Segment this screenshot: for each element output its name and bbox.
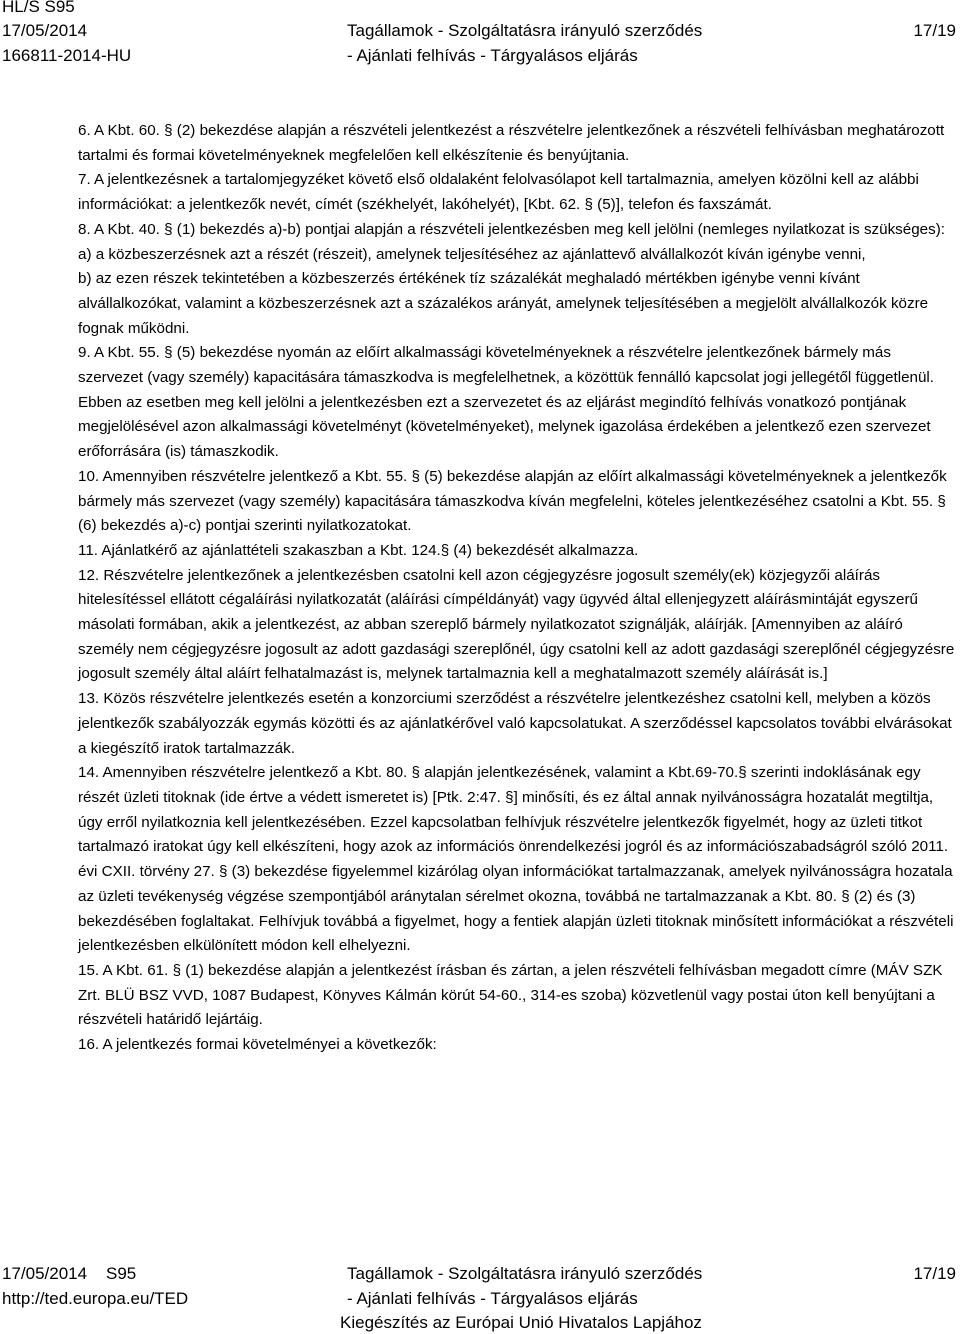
header-page-number: 17/19: [913, 21, 956, 40]
header-title-line1: Tagállamok - Szolgáltatásra irányuló szerződés: [347, 21, 703, 40]
paragraph-6: 6. A Kbt. 60. § (2) bekezdése alapján a részvételi jelentkezést a részvételre jelentkezőnek a részvételi felhívásban meghatározott tartalmi és formai követelményeknek megfelelően kell elkészítenie és benyújtania.: [78, 122, 945, 164]
footer-title-line2: - Ajánlati felhívás - Tárgyalásos eljárás: [347, 1289, 638, 1308]
footer-date-series: 17/05/2014 S95: [2, 1264, 137, 1283]
header-date: 17/05/2014: [2, 21, 88, 40]
paragraph-13: 13. Közös részvételre jelentkezés esetén a konzorciumi szerződést a részvételre jelentkezéshez csatolni kell, melyben a közös jelentkezők szabályozzák egymás közötti és az ajánlatkérővel való kapcsolatukat. A szerződéssel kapcsolatos további elvárásokat a kiegészítő iratok tartalmazzák.: [78, 690, 952, 757]
paragraph-8: 8. A Kbt. 40. § (1) bekezdés a)-b) pontjai alapján a részvételi jelentkezésben meg kell jelölni (nemleges nyilatkozat is szükséges):: [78, 220, 945, 238]
doc-code: HL/S S95: [2, 0, 75, 16]
paragraph-10: 10. Amennyiben részvételre jelentkező a Kbt. 55. § (5) bekezdése alapján az előírt alkalmassági követelményeknek a jelentkezők bármely más szervezet (vagy személy) kapacitására támaszkodva kíván megfelelni, köteles jelentkezéséhez csatolni a Kbt. 55. § (6) bekezdés a)-c) pontjai szerinti nyilatkozatokat.: [78, 467, 947, 535]
footer-title-line1: Tagállamok - Szolgáltatásra irányuló szerződés: [347, 1264, 703, 1283]
document-body: [78, 119, 958, 1058]
paragraph-8a: a) a közbeszerzésnek azt a részét (részeit), amelynek teljesítéséhez az ajánlattevő alvállalkozót kíván igénybe venni,: [78, 245, 866, 263]
page-header: [0, 0, 960, 78]
header-title-line2: - Ajánlati felhívás - Tárgyalásos eljárás: [347, 46, 638, 65]
paragraph-16: 16. A jelentkezés formai követelményei a következők:: [78, 1036, 437, 1054]
paragraph-14: 14. Amennyiben részvételre jelentkező a Kbt. 80. § alapján jelentkezésének, valamint a Kbt.69-70.§ szerinti indoklásának egy részét üzleti titoknak (ide értve a védett ismeretet is) [Ptk. 2:47. §] minősíti, és ez által annak nyilvánosságra hozatalát megtiltja, úgy erről nyilatkoznia kell jelentkezésében. Ezzel kapcsolatban felhívjuk részvételre jelentkezők figyelmét, hogy az üzleti titkot tartalmazó iratokat úgy kell elkészíteni, hogy azok az információs önrendelkezési jogról és az információszabadságról szóló 2011. évi CXII. törvény 27. § (3) bekezdése figyelemmel kizárólag olyan információkat tartalmazzanak, amelyek nyilvánosságra hozatala az üzleti tevékenység végzése szempontjából aránytalan sérelmet okozna, továbbá ne tartalmazzanak a Kbt. 80. § (2) és (3) bekezdésében foglaltakat. Felhívjuk továbbá a figyelmet, hogy a fentiek alapján üzleti titoknak minősített információkat a részvételi jelentkezésben elkülönített módon kell elhelyezni.: [78, 764, 954, 955]
page-footer: [0, 1262, 960, 1334]
doc-id: 166811-2014-HU: [2, 46, 132, 65]
paragraph-12: 12. Részvételre jelentkezőnek a jelentkezésben csatolni kell azon cégjegyzésre jogosult személy(ek) közjegyzői aláírás hitelesítéssel ellátott cégaláírási nyilatkozatát (aláírási címpéldányát) vagy ügyvéd által ellenjegyzett aláírásmintáját egyszerű másolati formában, akik a jelentkezést, az abban szereplő bármely nyilatkozatot szignálják, aláírják. [Amennyiben az aláíró személy nem cégjegyzésre jogosult az adott gazdasági szereplőnél, úgy csatolni kell az adott gazdasági szereplőnél cégjegyzésre jogosult személy által aláírt felhatalmazást is, melynek tartalmaznia kell a meghatalmazott személy aláírását is.]: [78, 566, 955, 683]
paragraph-7: 7. A jelentkezésnek a tartalomjegyzéket követő első oldalaként felolvasólapot kell tartalmaznia, amelyen közölni kell az alábbi információkat: a jelentkezők nevét, címét (székhelyét, lakóhelyét), [Kbt. 62. § (5)], telefon és faxszámát.: [78, 171, 919, 214]
footer-url: http://ted.europa.eu/TED: [2, 1289, 189, 1308]
paragraph-15: 15. A Kbt. 61. § (1) bekezdése alapján a jelentkezést írásban és zártan, a jelen részvételi felhívásban megadott címre (MÁV SZK Zrt. BLÜ BSZ VVD, 1087 Budapest, Könyves Kálmán körút 54-60., 314-es szoba) közvetlenül vagy postai úton kell benyújtani a részvételi határidő lejártáig.: [78, 961, 943, 1029]
footer-title-line3: Kiegészítés az Európai Unió Hivatalos Lapjához: [340, 1313, 702, 1332]
paragraph-9: 9. A Kbt. 55. § (5) bekezdése nyomán az előírt alkalmassági követelményeknek a részvételre jelentkezőnek bármely más szervezet (vagy személy) kapacitására támaszkodva is megfelelhetnek, a közöttük fennálló kapcsolat jogi jellegétől függetlenül. Ebben az esetben meg kell jelölni a jelentkezésben ezt a szervezetet és az eljárást megindító felhívás vonatkozó pontjának megjelölésével azon alkalmassági követelményt (követelményeket), melynek igazolása érdekében a jelentkező ezen szervezet erőforrására (is) támaszkodik.: [78, 344, 935, 461]
paragraph-8b: b) az ezen részek tekintetében a közbeszerzés értékének tíz százalékát meghaladó mértékben igénybe venni kívánt alvállalkozókat, valamint a közbeszerzésnek azt a százalékos arányát, amelynek teljesítésében a megjelölt alvállalkozók közre fognak működni.: [78, 270, 929, 337]
footer-page-number: 17/19: [913, 1264, 956, 1283]
paragraph-11: 11. Ajánlatkérő az ajánlattételi szakaszban a Kbt. 124.§ (4) bekezdését alkalmazza.: [78, 541, 639, 559]
